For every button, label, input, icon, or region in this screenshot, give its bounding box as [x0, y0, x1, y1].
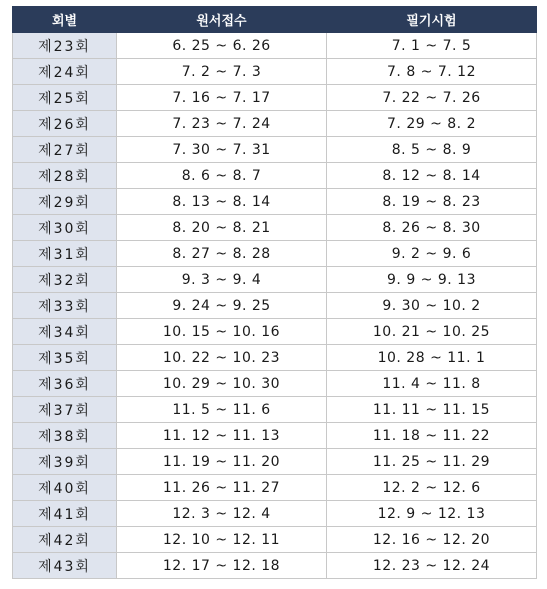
exam-period-cell: 10. 21 ~ 10. 25 [327, 319, 537, 345]
table-row [13, 553, 537, 579]
application-period-cell: 10. 22 ~ 10. 23 [117, 345, 327, 371]
table-body [13, 33, 537, 579]
exam-period-cell: 7. 22 ~ 7. 26 [327, 85, 537, 111]
exam-period-cell: 8. 5 ~ 8. 9 [327, 137, 537, 163]
application-period-cell: 7. 16 ~ 7. 17 [117, 85, 327, 111]
exam-period-cell: 9. 2 ~ 9. 6 [327, 241, 537, 267]
round-cell: 제31회 [13, 241, 117, 267]
application-period-cell: 8. 20 ~ 8. 21 [117, 215, 327, 241]
table-row [13, 111, 537, 137]
exam-period-cell: 11. 4 ~ 11. 8 [327, 371, 537, 397]
round-cell: 제25회 [13, 85, 117, 111]
exam-period-cell: 11. 18 ~ 11. 22 [327, 423, 537, 449]
table-row [13, 293, 537, 319]
exam-period-cell: 9. 9 ~ 9. 13 [327, 267, 537, 293]
round-cell: 제38회 [13, 423, 117, 449]
table-row [13, 33, 537, 59]
exam-period-cell: 12. 16 ~ 12. 20 [327, 527, 537, 553]
round-cell: 제24회 [13, 59, 117, 85]
application-period-cell: 10. 29 ~ 10. 30 [117, 371, 327, 397]
application-period-cell: 9. 24 ~ 9. 25 [117, 293, 327, 319]
header-row [13, 7, 537, 33]
round-cell: 제40회 [13, 475, 117, 501]
header-written-exam: 필기시험 [327, 7, 537, 33]
application-period-cell: 12. 17 ~ 12. 18 [117, 553, 327, 579]
round-cell: 제43회 [13, 553, 117, 579]
exam-period-cell: 7. 8 ~ 7. 12 [327, 59, 537, 85]
header-application: 원서접수 [117, 7, 327, 33]
table-row [13, 59, 537, 85]
round-cell: 제27회 [13, 137, 117, 163]
application-period-cell: 11. 26 ~ 11. 27 [117, 475, 327, 501]
application-period-cell: 9. 3 ~ 9. 4 [117, 267, 327, 293]
round-cell: 제32회 [13, 267, 117, 293]
table-row [13, 85, 537, 111]
exam-period-cell: 7. 29 ~ 8. 2 [327, 111, 537, 137]
exam-period-cell: 9. 30 ~ 10. 2 [327, 293, 537, 319]
table-row [13, 371, 537, 397]
round-cell: 제37회 [13, 397, 117, 423]
round-cell: 제35회 [13, 345, 117, 371]
table-row [13, 163, 537, 189]
application-period-cell: 11. 12 ~ 11. 13 [117, 423, 327, 449]
application-period-cell: 12. 10 ~ 12. 11 [117, 527, 327, 553]
application-period-cell: 7. 30 ~ 7. 31 [117, 137, 327, 163]
table-row [13, 345, 537, 371]
application-period-cell: 8. 13 ~ 8. 14 [117, 189, 327, 215]
exam-period-cell: 11. 25 ~ 11. 29 [327, 449, 537, 475]
application-period-cell: 10. 15 ~ 10. 16 [117, 319, 327, 345]
table-row [13, 215, 537, 241]
round-cell: 제33회 [13, 293, 117, 319]
table-row [13, 241, 537, 267]
round-cell: 제42회 [13, 527, 117, 553]
round-cell: 제23회 [13, 33, 117, 59]
table-row [13, 267, 537, 293]
exam-period-cell: 12. 9 ~ 12. 13 [327, 501, 537, 527]
application-period-cell: 7. 2 ~ 7. 3 [117, 59, 327, 85]
exam-period-cell: 12. 23 ~ 12. 24 [327, 553, 537, 579]
application-period-cell: 6. 25 ~ 6. 26 [117, 33, 327, 59]
table-row [13, 397, 537, 423]
table-row [13, 475, 537, 501]
round-cell: 제30회 [13, 215, 117, 241]
exam-period-cell: 8. 19 ~ 8. 23 [327, 189, 537, 215]
round-cell: 제41회 [13, 501, 117, 527]
exam-period-cell: 11. 11 ~ 11. 15 [327, 397, 537, 423]
exam-period-cell: 8. 26 ~ 8. 30 [327, 215, 537, 241]
exam-period-cell: 12. 2 ~ 12. 6 [327, 475, 537, 501]
application-period-cell: 7. 23 ~ 7. 24 [117, 111, 327, 137]
table-header [13, 7, 537, 33]
table-row [13, 423, 537, 449]
round-cell: 제28회 [13, 163, 117, 189]
application-period-cell: 8. 6 ~ 8. 7 [117, 163, 327, 189]
round-cell: 제29회 [13, 189, 117, 215]
exam-schedule-table [12, 6, 537, 579]
table-row [13, 319, 537, 345]
table-row [13, 501, 537, 527]
exam-period-cell: 10. 28 ~ 11. 1 [327, 345, 537, 371]
header-round: 회별 [13, 7, 117, 33]
exam-period-cell: 7. 1 ~ 7. 5 [327, 33, 537, 59]
application-period-cell: 11. 5 ~ 11. 6 [117, 397, 327, 423]
application-period-cell: 8. 27 ~ 8. 28 [117, 241, 327, 267]
table-row [13, 137, 537, 163]
exam-period-cell: 8. 12 ~ 8. 14 [327, 163, 537, 189]
schedule-table-container [12, 6, 536, 579]
application-period-cell: 11. 19 ~ 11. 20 [117, 449, 327, 475]
table-row [13, 189, 537, 215]
round-cell: 제36회 [13, 371, 117, 397]
table-row [13, 449, 537, 475]
application-period-cell: 12. 3 ~ 12. 4 [117, 501, 327, 527]
round-cell: 제34회 [13, 319, 117, 345]
round-cell: 제39회 [13, 449, 117, 475]
table-row [13, 527, 537, 553]
round-cell: 제26회 [13, 111, 117, 137]
